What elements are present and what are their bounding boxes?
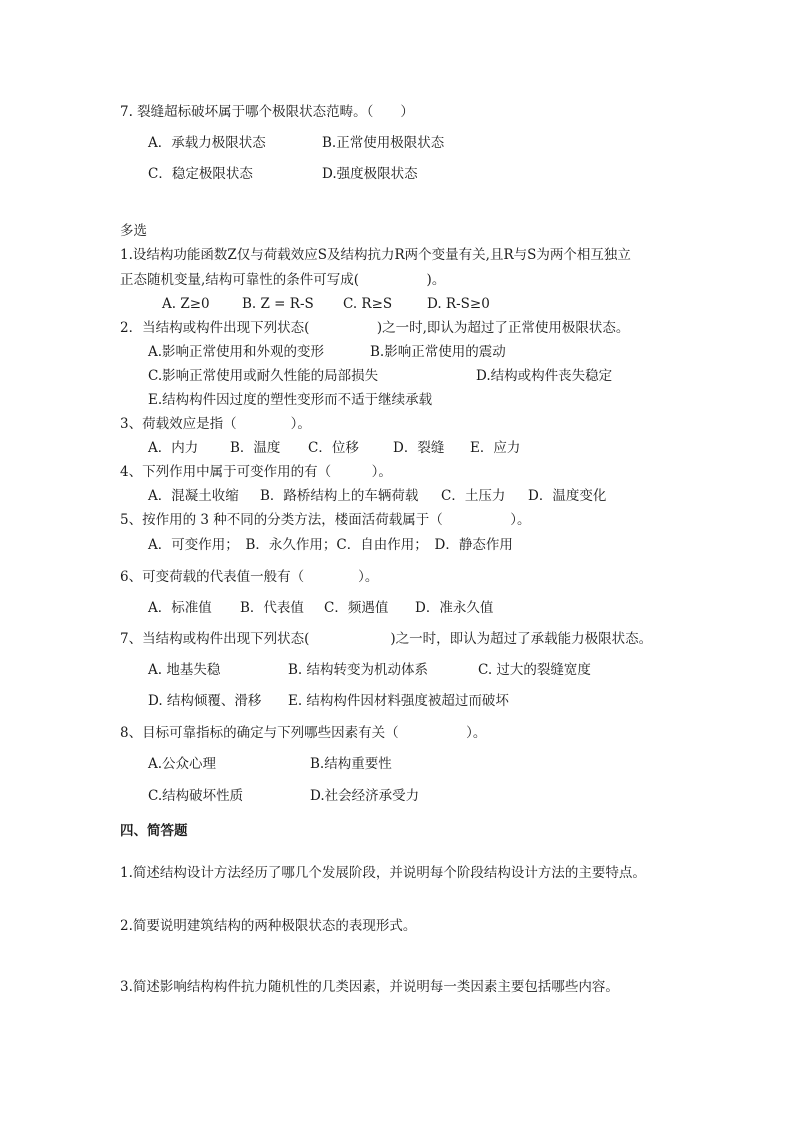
m2-option-a: A.影响正常使用和外观的变形: [148, 344, 325, 360]
m2-question: 2．当结构或构件出现下列状态( )之一时,即认为超过了正常使用极限状态。: [120, 320, 630, 336]
m7-option-e: E. 结构构件因材料强度被超过而破坏: [288, 693, 509, 709]
m2-option-c: C.影响正常使用或耐久性能的局部损失: [148, 368, 379, 384]
m3-option-d: D．裂缝: [393, 440, 445, 456]
short-answer-1: 1.简述结构设计方法经历了哪几个发展阶段，并说明每个阶段结构设计方法的主要特点。: [120, 865, 646, 881]
m2-option-e: E.结构构件因过度的塑性变形而不适于继续承载: [148, 392, 433, 408]
m2-option-d: D.结构或构件丧失稳定: [476, 368, 613, 384]
m7-option-a: A. 地基失稳: [148, 662, 221, 678]
q7-option-b: B.正常使用极限状态: [322, 135, 445, 151]
m7-option-b: B. 结构转变为机动体系: [288, 662, 429, 678]
m3-option-b: B．温度: [230, 440, 281, 456]
m3-option-e: E．应力: [470, 440, 521, 456]
m4-option-d: D．温度变化: [528, 488, 607, 504]
m7-option-c: C. 过大的裂缝宽度: [478, 662, 591, 678]
q7-option-c: C．稳定极限状态: [148, 166, 253, 182]
q7-question: 7. 裂缝超标破坏属于哪个极限状态范畴。（ ）: [120, 104, 414, 120]
m8-option-c: C.结构破坏性质: [148, 788, 244, 804]
m7-question: 7、当结构或构件出现下列状态( )之一时，即认为超过了承载能力极限状态。: [120, 631, 653, 647]
m7-option-d: D. 结构倾覆、滑移: [148, 693, 262, 709]
m8-question: 8、目标可靠指标的确定与下列哪些因素有关（ ）。: [120, 725, 487, 741]
m8-option-b: B.结构重要性: [310, 756, 392, 772]
m3-question: 3、荷载效应是指（ ）。: [120, 416, 311, 432]
m4-option-b: B．路桥结构上的车辆荷载: [260, 488, 419, 504]
q7-option-a: A．承载力极限状态: [148, 135, 266, 151]
m8-option-d: D.社会经济承受力: [310, 788, 420, 804]
q7-option-d: D.强度极限状态: [322, 166, 418, 182]
m3-option-c: C．位移: [308, 440, 359, 456]
m6-option-a: A．标准值: [148, 600, 212, 616]
m5-options: A．可变作用； B．永久作用；C．自由作用； D．静态作用: [148, 537, 513, 553]
m1-option-a: A. Z≥0: [162, 296, 210, 312]
m4-option-c: C．土压力: [441, 488, 506, 504]
m6-option-c: C．频遇值: [324, 600, 389, 616]
m4-question: 4、下列作用中属于可变作用的有（ ）。: [120, 464, 392, 480]
m1-question-line2: 正态随机变量,结构可靠性的条件可写成( )。: [120, 272, 446, 288]
section4-heading: 四、简答题: [120, 823, 188, 839]
m1-question-line1: 1.设结构功能函数Z仅与荷载效应S及结构抗力R两个变量有关,且R与S为两个相互独立: [120, 247, 631, 263]
m3-option-a: A．内力: [148, 440, 199, 456]
m6-question: 6、可变荷载的代表值一般有（ ）。: [120, 569, 379, 585]
short-answer-2: 2.简要说明建筑结构的两种极限状态的表现形式。: [120, 918, 417, 934]
m5-question: 5、按作用的 3 种不同的分类方法，楼面活荷载属于（ ）。: [120, 512, 531, 528]
m6-option-b: B．代表值: [240, 600, 304, 616]
m6-option-d: D．准永久值: [415, 600, 494, 616]
m1-option-d: D. R-S≥0: [427, 296, 490, 312]
m4-option-a: A．混凝土收缩: [148, 488, 239, 504]
multi-choice-heading: 多选: [120, 223, 147, 239]
m1-option-b: B. Z = R-S: [242, 296, 314, 312]
m1-option-c: C. R≥S: [343, 296, 393, 312]
m8-option-a: A.公众心理: [148, 756, 217, 772]
short-answer-3: 3.简述影响结构构件抗力随机性的几类因素，并说明每一类因素主要包括哪些内容。: [120, 979, 619, 995]
m2-option-b: B.影响正常使用的震动: [370, 344, 506, 360]
